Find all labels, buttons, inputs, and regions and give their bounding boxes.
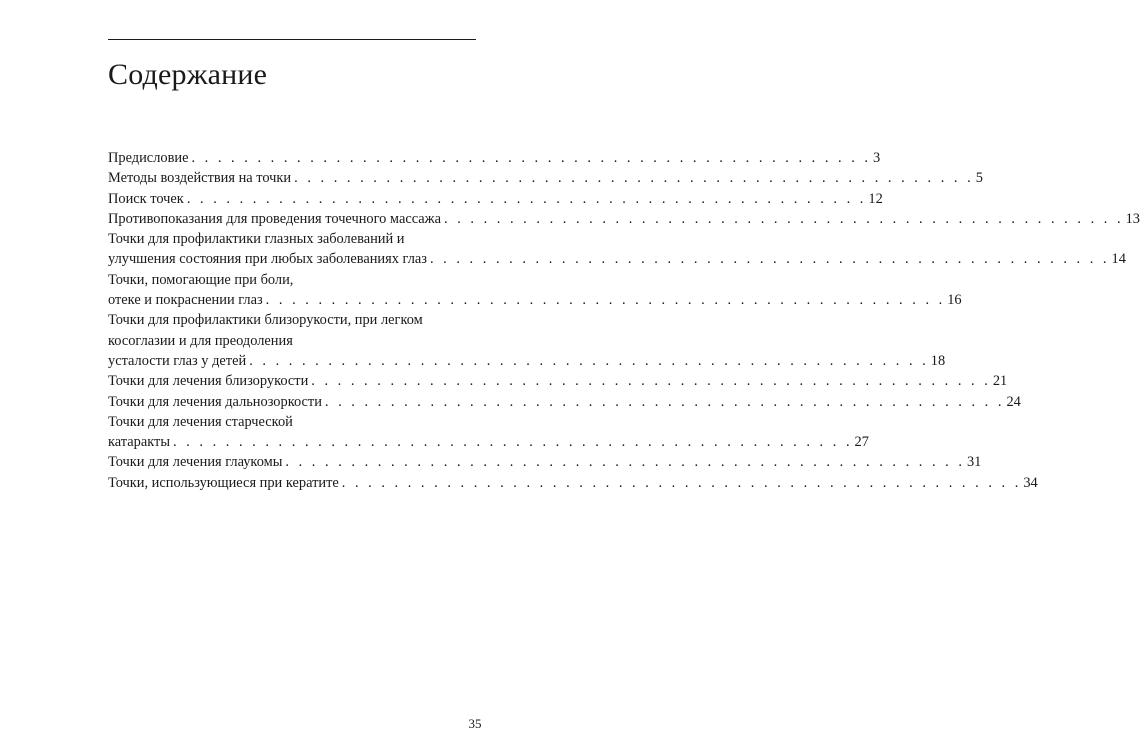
toc-entry-title: Точки для лечения глаукомы [108, 454, 283, 471]
toc-entry-title-line: Точки для профилактики близорукости, при легком [108, 312, 423, 329]
toc-entry-row [108, 189, 883, 209]
toc-entry-title: катаракты [108, 434, 170, 451]
toc-entry-title-line: косоглазии и для преодоления [108, 332, 293, 349]
toc-entry [108, 412, 869, 453]
toc-entry-row [108, 168, 983, 188]
toc-dot-leader: . . . . . . . . . . . . . . . . . . . . . . . . . . . . . . . . . . . . . . . . . . . . . . . . . . . . [249, 352, 929, 369]
toc-dot-leader: . . . . . . . . . . . . . . . . . . . . . . . . . . . . . . . . . . . . . . . . . . . . . . . . . . . . [285, 454, 965, 471]
toc-dot-leader: . . . . . . . . . . . . . . . . . . . . . . . . . . . . . . . . . . . . . . . . . . . . . . . . . . . . [172, 434, 853, 451]
toc-entry [108, 392, 1021, 412]
toc-entry-row [108, 209, 1140, 229]
toc-entry-title: Точки для лечения дальнозоркости [108, 393, 322, 410]
toc-dot-leader: . . . . . . . . . . . . . . . . . . . . . . . . . . . . . . . . . . . . . . . . . . . . . . . . . . . . [429, 251, 1110, 268]
toc-entry [108, 168, 983, 188]
toc-dot-leader: . . . . . . . . . . . . . . . . . . . . . . . . . . . . . . . . . . . . . . . . . . . . . . . . . . . . [311, 373, 991, 390]
toc-entry [108, 371, 1008, 391]
toc-entry [108, 189, 883, 209]
toc-dot-leader: . . . . . . . . . . . . . . . . . . . . . . . . . . . . . . . . . . . . . . . . . . . . . . . . . . . . [444, 210, 1124, 227]
toc-entry-page-number: 13 [1125, 210, 1140, 227]
toc-entry-row [108, 249, 1126, 269]
toc-entry-page-number: 31 [966, 454, 982, 471]
toc-entry-title-line: Точки для профилактики глазных заболеваний и [108, 231, 405, 248]
toc-entry-row [108, 452, 982, 472]
toc-entry-title: Противопоказания для проведения точечного массажа [108, 210, 441, 227]
toc-entry-page-number: 24 [1006, 393, 1021, 410]
toc-dot-leader: . . . . . . . . . . . . . . . . . . . . . . . . . . . . . . . . . . . . . . . . . . . . . . . . . . . . [341, 474, 1022, 491]
toc-entry-title: Поиск точек [108, 190, 184, 207]
toc-entry [108, 229, 1126, 270]
toc-entry [108, 270, 962, 311]
toc-entry-page-number: 14 [1111, 251, 1126, 268]
toc-entry-row [108, 290, 962, 310]
toc-entry-title-line: Точки для лечения старческой [108, 413, 293, 430]
toc-entry-title: улучшения состояния при любых заболеваниях глаз [108, 251, 427, 268]
page-number: 35 [468, 716, 482, 731]
toc-entry [108, 452, 982, 472]
toc-entry-title-line: Точки, помогающие при боли, [108, 271, 294, 288]
header-rule [108, 39, 476, 40]
page-title: Содержание [108, 58, 268, 91]
toc-entry-title: отеке и покраснении глаз [108, 292, 263, 309]
toc-entry [108, 148, 881, 168]
toc-entry-row [108, 371, 1008, 391]
toc-entry-page-number: 5 [975, 170, 983, 187]
toc-entry-row [108, 392, 1021, 412]
toc-entry-page-number: 16 [947, 292, 962, 309]
toc-entry [108, 209, 1140, 229]
toc-entry-title: Методы воздействия на точки [108, 170, 292, 187]
toc-entry-title: Точки, использующиеся при кератите [108, 474, 339, 491]
toc-dot-leader: . . . . . . . . . . . . . . . . . . . . . . . . . . . . . . . . . . . . . . . . . . . . . . . . . . . . [324, 393, 1005, 410]
toc-entry-row [108, 473, 1038, 493]
toc-entry-row [108, 432, 869, 452]
toc-entry-row [108, 148, 881, 168]
toc-entry-page-number: 27 [854, 434, 869, 451]
toc-dot-leader: . . . . . . . . . . . . . . . . . . . . . . . . . . . . . . . . . . . . . . . . . . . . . . . . . . . . [265, 292, 946, 309]
toc-dot-leader: . . . . . . . . . . . . . . . . . . . . . . . . . . . . . . . . . . . . . . . . . . . . . . . . . . . . [294, 170, 974, 187]
toc-entry-title: усталости глаз у детей [108, 352, 247, 369]
table-of-contents [108, 148, 1140, 493]
toc-entry [108, 473, 1038, 493]
toc-entry-page-number: 21 [992, 373, 1008, 390]
toc-dot-leader: . . . . . . . . . . . . . . . . . . . . . . . . . . . . . . . . . . . . . . . . . . . . . . . . . . . . [186, 190, 867, 207]
toc-entry-page-number: 18 [930, 352, 946, 369]
toc-entry-page-number: 3 [873, 150, 881, 166]
toc-entry-page-number: 34 [1023, 474, 1038, 491]
toc-entry-row [108, 351, 946, 371]
toc-dot-leader: . . . . . . . . . . . . . . . . . . . . . . . . . . . . . . . . . . . . . . . . . . . . . . . . . . . . [191, 150, 872, 166]
toc-entry-title: Предисловие [108, 150, 189, 166]
toc-entry-page-number: 12 [868, 190, 883, 207]
toc-entry-title: Точки для лечения близорукости [108, 373, 309, 390]
toc-entry [108, 310, 946, 371]
